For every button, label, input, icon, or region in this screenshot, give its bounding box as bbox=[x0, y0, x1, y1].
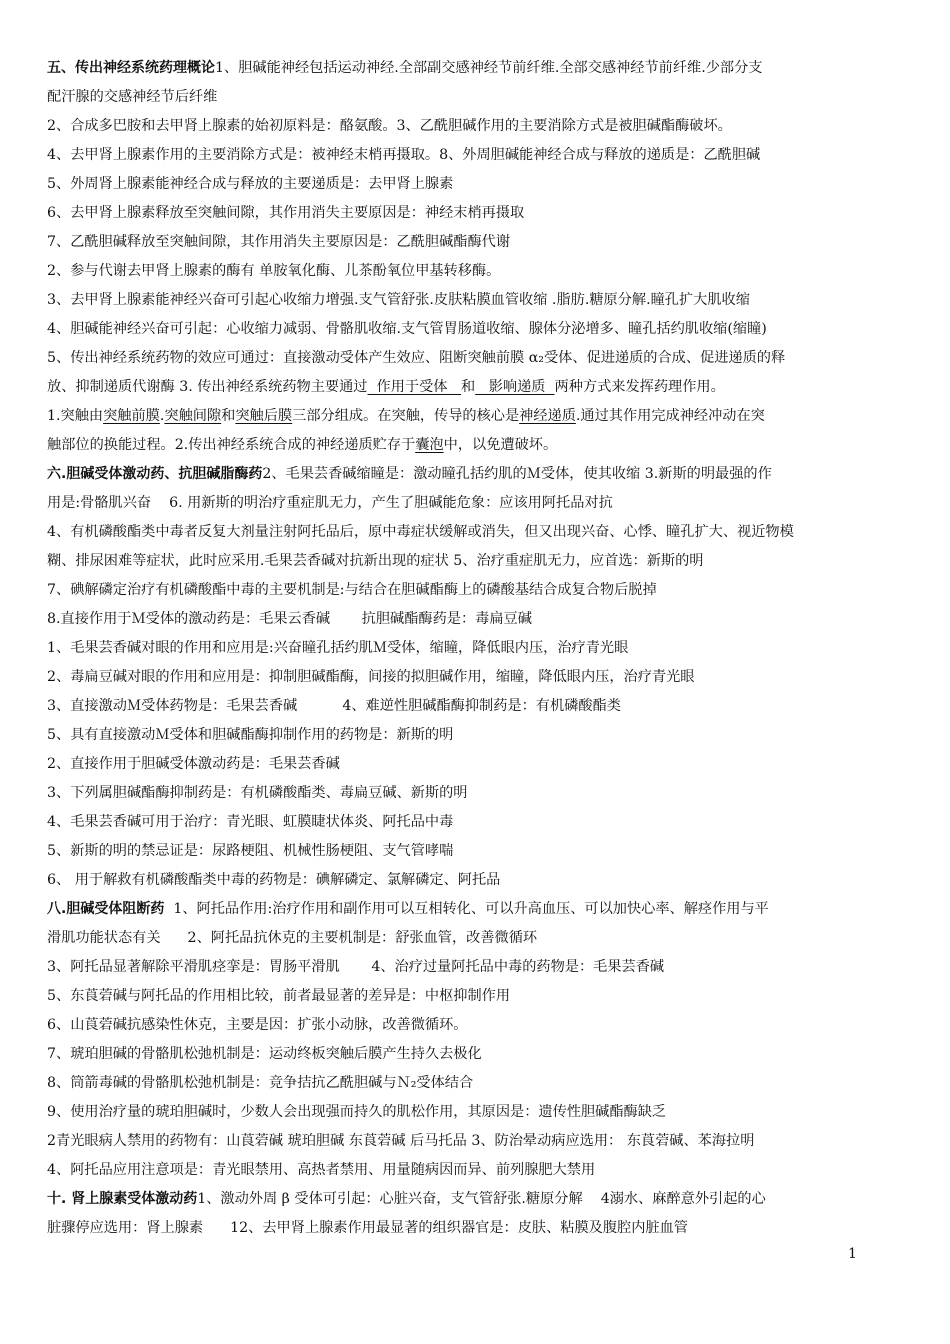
text: 放、抑制递质代谢酶 3. 传出神经系统药物主要通过 bbox=[47, 379, 368, 395]
text-line: 2、参与代谢去甲肾上腺素的酶有 单胺氧化酶、儿茶酚氧位甲基转移酶。 bbox=[47, 263, 501, 279]
underlined-term: 突触后膜 bbox=[235, 408, 293, 424]
text-line: 2、毒扁豆碱对眼的作用和应用是：抑制胆碱酯酶，间接的拟胆碱作用，缩瞳，降低眼内压，治疗青光眼 bbox=[47, 669, 695, 685]
text-line: 5、外周肾上腺素能神经合成与释放的主要递质是：去甲肾上腺素 bbox=[47, 176, 454, 192]
text-line: 5、传出神经系统药物的效应可通过：直接激动受体产生效应、阻断突触前膜 α₂受体、促进递质的合成、促进递质的释 bbox=[47, 350, 786, 366]
text: 1、激动外周 β 受体可引起：心脏兴奋，支气管舒张.糖原分解 4溺水、麻醉意外引起的心 bbox=[197, 1191, 766, 1207]
section-8-line-1 bbox=[47, 895, 895, 924]
text-line: 3、阿托品显著解除平滑肌痉挛是：胃肠平滑肌 4、治疗过量阿托品中毒的药物是：毛果芸香碱 bbox=[47, 959, 665, 975]
text-line: 3、去甲肾上腺素能神经兴奋可引起心收缩力增强.支气管舒张.皮肤粘膜血管收缩 .脂肪.糖原分解.瞳孔扩大肌收缩 bbox=[47, 292, 750, 308]
text: 1.突触由 bbox=[47, 408, 104, 424]
text-line: 4、胆碱能神经兴奋可引起：心收缩力减弱、骨骼肌收缩.支气管胃肠道收缩、腺体分泌增多、瞳孔括约肌收缩(缩瞳) bbox=[47, 321, 767, 337]
text: 三部分组成。在突触，传导的核心是 bbox=[292, 408, 520, 424]
text: . bbox=[159, 408, 165, 424]
underlined-term: 突触前膜 bbox=[103, 408, 160, 424]
text: 和 bbox=[221, 408, 236, 424]
text: 和 bbox=[461, 379, 476, 395]
document-page bbox=[47, 54, 895, 1243]
text-line-underlined-terms bbox=[47, 402, 895, 431]
text-line: 7、乙酰胆碱释放至突触间隙，其作用消失主要原因是：乙酰胆碱酯酶代谢 bbox=[47, 234, 511, 250]
text-line: 6、山莨菪碱抗感染性休克，主要是因：扩张小动脉，改善微循环。 bbox=[47, 1017, 468, 1033]
page-number: 1 bbox=[848, 1246, 857, 1262]
text-line: 3、下列属胆碱酯酶抑制药是：有机磷酸酯类、毒扁豆碱、新斯的明 bbox=[47, 785, 468, 801]
text-line: 4、有机磷酸酯类中毒者反复大剂量注射阿托品后，原中毒症状缓解或消失，但又出现兴奋、心悸、瞳孔扩大、视近物模 bbox=[47, 524, 794, 540]
text: 1、胆碱能神经包括运动神经.全部副交感神经节前纤维.全部交感神经节前纤维.少部分支 bbox=[215, 60, 763, 76]
text-line: 2、直接作用于胆碱受体激动药是：毛果芸香碱 bbox=[47, 756, 340, 772]
section-5-line-1 bbox=[47, 54, 895, 83]
underlined-term: 突触间隙 bbox=[164, 408, 222, 424]
text: 1、阿托品作用:治疗作用和副作用可以互相转化、可以升高血压、可以加快心率、解痉作用与平 bbox=[164, 901, 769, 917]
text-line: 9、使用治疗量的琥珀胆碱时，少数人会出现强而持久的肌松作用，其原因是：遗传性胆碱酯酶缺乏 bbox=[47, 1104, 667, 1120]
text: 触部位的换能过程。2.传出神经系统合成的神经递质贮存于 bbox=[47, 437, 416, 453]
text-line: 糊、排尿困难等症状，此时应采用.毛果芸香碱对抗新出现的症状 5、治疗重症肌无力，应首选：新斯的明 bbox=[47, 553, 704, 569]
text-line: 2、合成多巴胺和去甲肾上腺素的始初原料是：酪氨酸。3、乙酰胆碱作用的主要消除方式是被胆碱酯酶破坏。 bbox=[47, 118, 732, 134]
text: 两种方式来发挥药理作用。 bbox=[554, 379, 725, 395]
section-6-heading: 六.胆碱受体激动药、抗胆碱脂酶药 bbox=[47, 466, 263, 482]
text-line: 配汗腺的交感神经节后纤维 bbox=[47, 89, 218, 105]
text-line: 6、 用于解救有机磷酸酯类中毒的药物是：碘解磷定、氯解磷定、阿托品 bbox=[47, 872, 501, 888]
text-line: 7、碘解磷定治疗有机磷酸酯中毒的主要机制是:与结合在胆碱酯酶上的磷酸基结合成复合物后脱掉 bbox=[47, 582, 657, 598]
text-line bbox=[47, 431, 895, 460]
section-10-heading: 十. 肾上腺素受体激动药 bbox=[47, 1191, 198, 1207]
blank-answer: 作用于受体 bbox=[367, 379, 461, 395]
blank-answer: 影响递质 bbox=[475, 379, 555, 395]
text-line: 用是:骨骼肌兴奋 6. 用新斯的明治疗重症肌无力，产生了胆碱能危象：应该用阿托品对抗 bbox=[47, 495, 613, 511]
text-line-fill-blanks bbox=[47, 373, 895, 402]
underlined-term: 神经递质 bbox=[519, 408, 576, 424]
text-line: 8、筒箭毒碱的骨骼肌松弛机制是：竞争拮抗乙酰胆碱与Ｎ₂受体结合 bbox=[47, 1075, 474, 1091]
text: .通过其作用完成神经冲动在突 bbox=[575, 408, 765, 424]
text-line: 3、直接激动Ｍ受体药物是：毛果芸香碱 4、难逆性胆碱酯酶抑制药是：有机磷酸酯类 bbox=[47, 698, 621, 714]
text: 中，以免遭破坏。 bbox=[443, 437, 558, 453]
text-line: 5、新斯的明的禁忌证是：尿路梗阻、机械性肠梗阻、支气管哮喘 bbox=[47, 843, 454, 859]
text-line: 4、去甲肾上腺素作用的主要消除方式是：被神经末梢再摄取。8、外周胆碱能神经合成与释放的递质是：乙酰胆碱 bbox=[47, 147, 761, 163]
text-line: 8.直接作用于Ｍ受体的激动药是：毛果云香碱 抗胆碱酯酶药是：毒扁豆碱 bbox=[47, 611, 532, 627]
text: 2、毛果芸香碱缩瞳是：激动瞳孔括约肌的Ｍ受体，使其收缩 3.新斯的明最强的作 bbox=[262, 466, 772, 482]
text-line: 1、毛果芸香碱对眼的作用和应用是:兴奋瞳孔括约肌Ｍ受体，缩瞳，降低眼内压，治疗青光眼 bbox=[47, 640, 629, 656]
section-10-line-1 bbox=[47, 1185, 895, 1214]
text-line: 7、琥珀胆碱的骨骼肌松弛机制是：运动终板突触后膜产生持久去极化 bbox=[47, 1046, 482, 1062]
section-5-heading: 五、传出神经系统药理概论 bbox=[47, 60, 215, 76]
text-line: 6、去甲肾上腺素释放至突触间隙，其作用消失主要原因是：神经末梢再摄取 bbox=[47, 205, 525, 221]
text-line: 2青光眼病人禁用的药物有：山莨菪碱 琥珀胆碱 东莨菪碱 后马托品 3、防治晕动病应选用： 东莨菪碱、苯海拉明 bbox=[47, 1133, 755, 1149]
section-8-heading: 八.胆碱受体阻断药 bbox=[47, 901, 165, 917]
text-line: 4、阿托品应用注意项是：青光眼禁用、高热者禁用、用量随病因而异、前列腺肥大禁用 bbox=[47, 1162, 596, 1178]
text-line: 5、东莨菪碱与阿托品的作用相比较，前者最显著的差异是：中枢抑制作用 bbox=[47, 988, 511, 1004]
underlined-term: 囊泡 bbox=[415, 437, 444, 453]
text-line: 5、具有直接激动Ｍ受体和胆碱酯酶抑制作用的药物是：新斯的明 bbox=[47, 727, 454, 743]
text-line: 4、毛果芸香碱可用于治疗：青光眼、虹膜睫状体炎、阿托品中毒 bbox=[47, 814, 454, 830]
text-line: 脏骤停应选用：肾上腺素 12、去甲肾上腺素作用最显著的组织器官是：皮肤、粘膜及腹腔内脏血管 bbox=[47, 1220, 688, 1236]
section-6-line-1 bbox=[47, 460, 895, 489]
text-line: 滑肌功能状态有关 2、阿托品抗休克的主要机制是：舒张血管，改善微循环 bbox=[47, 930, 538, 946]
